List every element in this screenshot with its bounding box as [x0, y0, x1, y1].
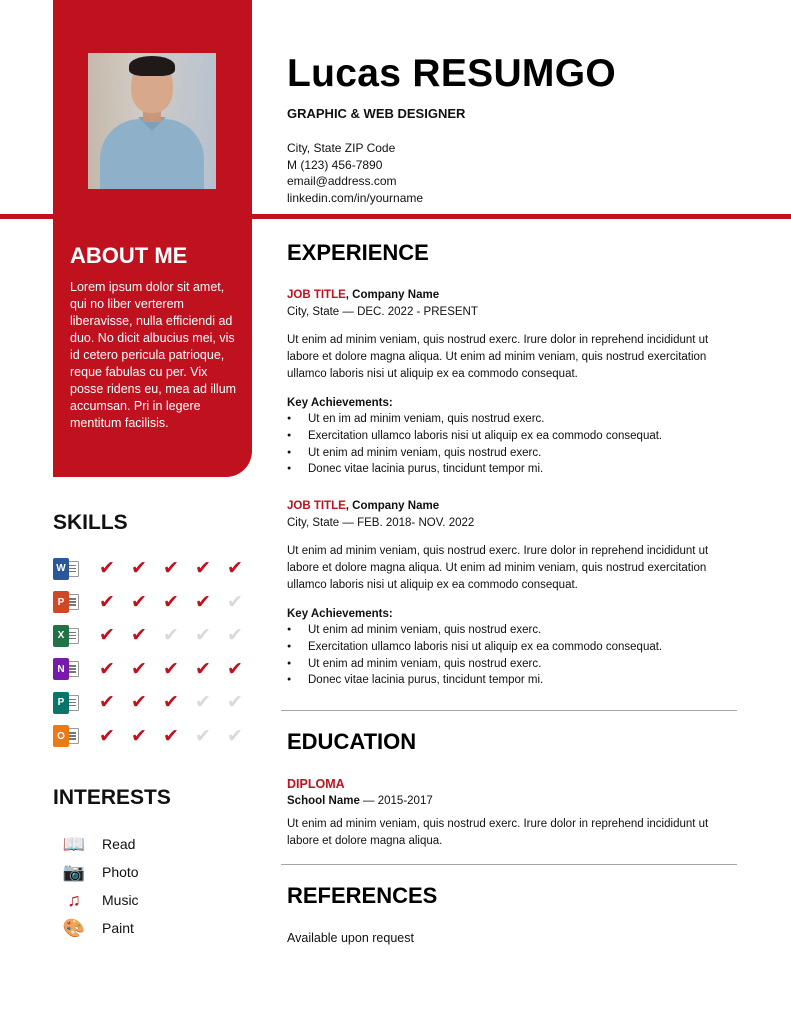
job-description: Ut enim ad minim veniam, quis nostrud exerc. Irure dolor in reprehend incididunt ut labore et dolore magna aliqua. Ut enim ad minim veniam, quis nostrud exercitation ullamco laboris nisi ut aliquip ex ea commodo consequat. [287, 545, 709, 591]
job-meta: City, State — DEC. 2022 - PRESENT [287, 305, 478, 318]
interest-label: Photo [102, 864, 139, 880]
check-filled-icon: ✔ [131, 725, 147, 747]
contact-address: City, State ZIP Code [287, 141, 396, 155]
camera-icon: 📷 [62, 862, 86, 882]
references-text: Available upon request [287, 931, 414, 945]
word-icon: W [53, 558, 81, 580]
check-empty-icon: ✔ [227, 725, 243, 747]
check-empty-icon: ✔ [227, 591, 243, 613]
achievements-list [287, 411, 727, 478]
references-title: REFERENCES [287, 883, 438, 908]
check-empty-icon: ✔ [195, 692, 211, 714]
interest-item [60, 886, 139, 914]
section-divider [281, 864, 737, 865]
check-filled-icon: ✔ [227, 658, 243, 680]
education-description: Ut enim ad minim veniam, quis nostrud exerc. Irure dolor in reprehend incididunt ut labore et dolore magna aliqua. [287, 818, 709, 848]
achievement-item: ● Donec vitae lacinia purus, tincidunt tempor mi. [287, 461, 727, 478]
job-meta: City, State — FEB. 2018- NOV. 2022 [287, 516, 475, 529]
interest-item [60, 830, 139, 858]
interest-label: Paint [102, 920, 134, 936]
skill-row [53, 586, 259, 620]
achievement-item: ● Exercitation ullamco laboris nisi ut aliquip ex ea commodo consequat. [287, 639, 727, 656]
music-icon: ♫ [67, 890, 81, 910]
experience-title: EXPERIENCE [287, 240, 429, 265]
company-name: , Company Name [345, 500, 440, 512]
check-filled-icon: ✔ [195, 658, 211, 680]
check-filled-icon: ✔ [195, 591, 211, 613]
diploma-title: DIPLOMA [287, 777, 345, 791]
job-title: JOB TITLE [287, 289, 346, 301]
check-filled-icon: ✔ [131, 658, 147, 680]
job-entry [287, 498, 727, 689]
check-filled-icon: ✔ [131, 625, 147, 647]
achievement-item: ● Ut en im ad minim veniam, quis nostrud exerc. [287, 411, 727, 428]
check-empty-icon: ✔ [195, 725, 211, 747]
job-heading [287, 287, 727, 304]
contact-email: email@address.com [287, 174, 397, 188]
interest-label: Read [102, 836, 136, 852]
book-icon: 📖 [62, 834, 86, 854]
skill-row [53, 686, 259, 720]
powerpoint-icon: P [53, 591, 81, 613]
about-title: ABOUT ME [70, 243, 188, 268]
check-filled-icon: ✔ [163, 725, 179, 747]
education-title: EDUCATION [287, 729, 417, 754]
onenote-icon: N [53, 658, 81, 680]
achievement-item: ● Exercitation ullamco laboris nisi ut aliquip ex ea commodo consequat. [287, 428, 727, 445]
contact-phone: M (123) 456-7890 [287, 157, 383, 172]
skill-row [53, 720, 259, 754]
interest-item [60, 914, 139, 942]
check-empty-icon: ✔ [163, 625, 179, 647]
achievement-item: ● Ut enim ad minim veniam, quis nostrud exerc. [287, 445, 727, 462]
check-filled-icon: ✔ [99, 725, 115, 747]
contact-linkedin: linkedin.com/in/yourname [287, 190, 424, 205]
check-filled-icon: ✔ [227, 558, 243, 580]
check-filled-icon: ✔ [163, 692, 179, 714]
candidate-role: GRAPHIC & WEB DESIGNER [287, 106, 466, 121]
school-line [287, 793, 727, 810]
office-icon: O [53, 725, 81, 747]
section-divider [281, 710, 737, 711]
check-filled-icon: ✔ [195, 558, 211, 580]
check-filled-icon: ✔ [163, 591, 179, 613]
check-empty-icon: ✔ [227, 625, 243, 647]
candidate-name: Lucas RESUMGO [287, 52, 616, 95]
interests-title: INTERESTS [53, 786, 171, 809]
achievement-item: ● Donec vitae lacinia purus, tincidunt tempor mi. [287, 672, 727, 689]
excel-icon: X [53, 625, 81, 647]
about-text: Lorem ipsum dolor sit amet, qui no liber verterem liberavisse, nulla efficiendi ad duo. No dicit albucius mei, vis id cetero pericula patrioque, reque fabulas cu per. Vix posse ridens eu, mea ad illum accumsan. Pri in legere mentitum facilisis. [70, 280, 237, 430]
achievements-list [287, 622, 727, 689]
check-filled-icon: ✔ [99, 625, 115, 647]
achievements-label: Key Achievements: [287, 607, 393, 620]
check-filled-icon: ✔ [99, 658, 115, 680]
check-filled-icon: ✔ [131, 692, 147, 714]
job-description: Ut enim ad minim veniam, quis nostrud exerc. Irure dolor in reprehend incididunt ut labore et dolore magna aliqua. Ut enim ad minim veniam, quis nostrud exercitation ullamco laboris nisi ut aliquip ex ea commodo consequat. [287, 334, 709, 380]
skills-list [53, 552, 259, 753]
job-heading [287, 498, 727, 515]
interest-label: Music [102, 892, 139, 908]
check-filled-icon: ✔ [163, 658, 179, 680]
publisher-icon: P [53, 692, 81, 714]
palette-icon: 🎨 [62, 918, 86, 938]
interest-item [60, 858, 139, 886]
check-empty-icon: ✔ [195, 625, 211, 647]
achievement-item: ● Ut enim ad minim veniam, quis nostrud exerc. [287, 622, 727, 639]
education-entry [287, 776, 727, 850]
job-entry [287, 287, 727, 478]
achievements-label: Key Achievements: [287, 396, 393, 409]
skill-row [53, 552, 259, 586]
achievement-item: ● Ut enim ad minim veniam, quis nostrud exerc. [287, 656, 727, 673]
school-years: — 2015-2017 [359, 794, 433, 807]
check-filled-icon: ✔ [131, 591, 147, 613]
interests-list [60, 830, 139, 942]
check-filled-icon: ✔ [99, 591, 115, 613]
check-filled-icon: ✔ [131, 558, 147, 580]
contact-info [287, 140, 423, 206]
job-title: JOB TITLE [287, 500, 346, 512]
company-name: , Company Name [345, 289, 440, 301]
check-filled-icon: ✔ [99, 692, 115, 714]
profile-photo [88, 53, 216, 189]
check-filled-icon: ✔ [163, 558, 179, 580]
check-filled-icon: ✔ [99, 558, 115, 580]
skills-title: SKILLS [53, 511, 128, 534]
check-empty-icon: ✔ [227, 692, 243, 714]
skill-row [53, 619, 259, 653]
skill-row [53, 653, 259, 687]
school-name: School Name [287, 794, 360, 807]
